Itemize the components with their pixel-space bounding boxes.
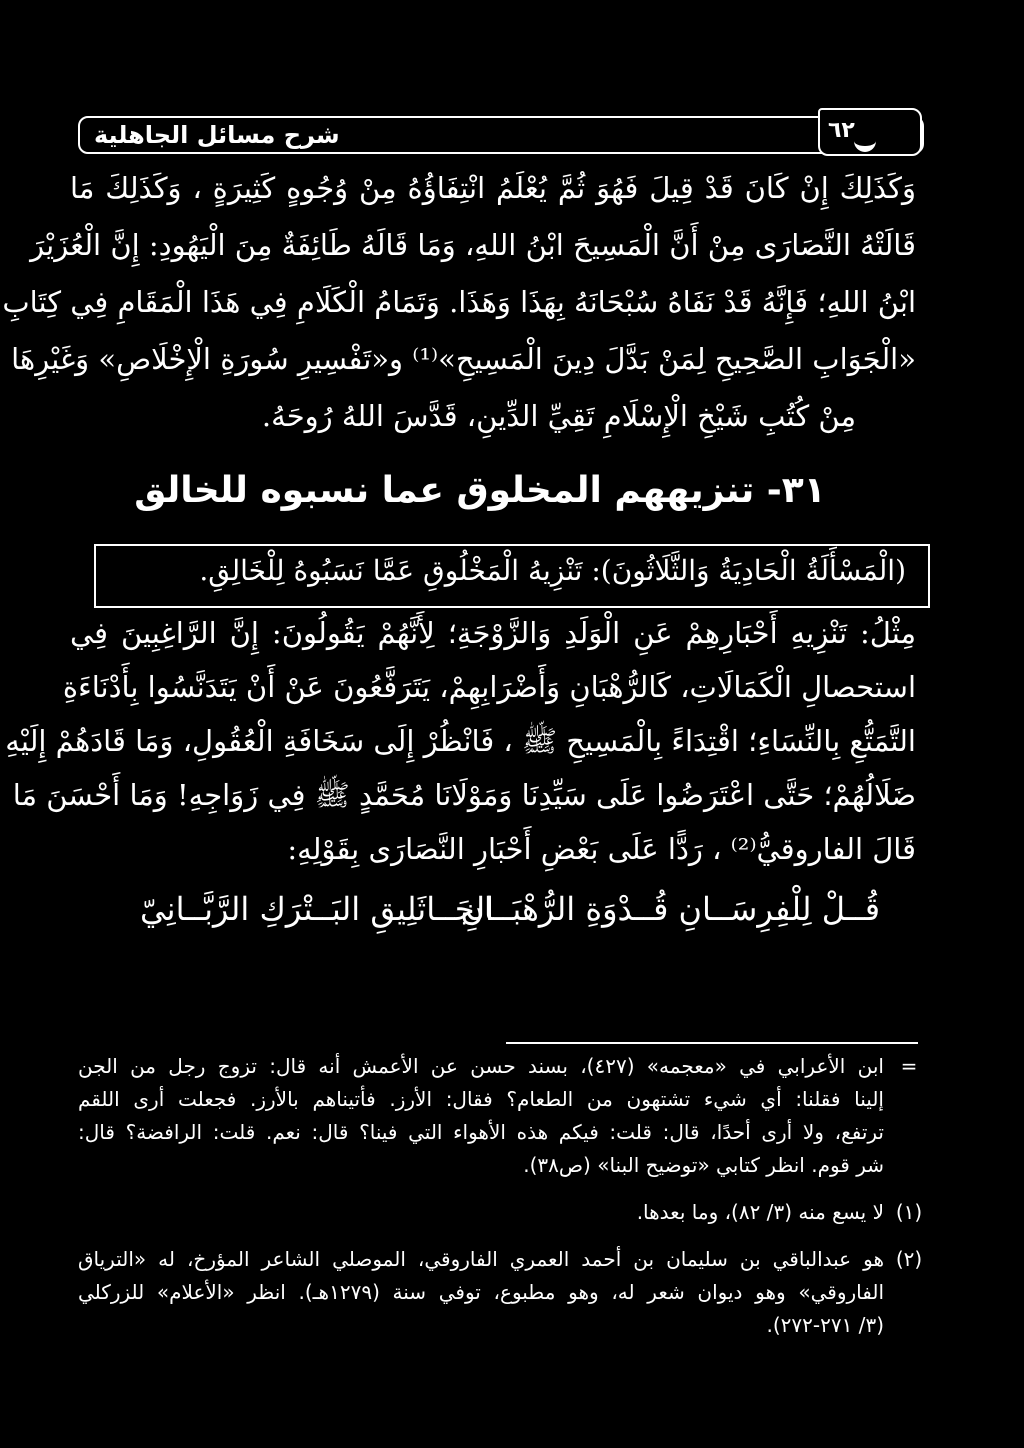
footnotes: [78, 1050, 924, 1342]
text-line: مِثْلُ: تَنْزِيهِ أَحْبَارِهِمْ عَنِ الْوَلَدِ وَالزَّوْجَةِ؛ لِأَنَّهُمْ يَقُولُونَ: إِنَّ الرَّاغِبِينَ فِي: [70, 616, 916, 650]
footnote-line: [78, 1196, 924, 1229]
text-line: قَالَتْهُ النَّصَارَى مِنْ أَنَّ الْمَسِيحَ ابْنُ اللهِ، وَمَا قَالَهُ طَائِفَةٌ مِنَ الْيَهُودِ: إِنَّ الْعُزَيْرَ: [30, 228, 916, 262]
footnote-text: (٣/ ٢٧١-٢٧٢).: [766, 1313, 884, 1337]
footnote-line: [78, 1309, 924, 1342]
text-line: ضَلَالُهُمْ؛ حَتَّى اعْتَرَضُوا عَلَى سَيِّدِنَا وَمَوْلَانَا مُحَمَّدٍ ﷺ فِي زَوَاجِهِ! وَمَا أَحْسَنَ مَا: [12, 778, 916, 812]
running-header: [78, 116, 924, 154]
page-number-box: [818, 108, 922, 156]
footnote-text: هو عبدالباقي بن سليمان بن أحمد العمري الفاروقي، الموصلي الشاعر المؤرخ، له «الترياق: [78, 1247, 884, 1271]
page-number: ٦٢: [828, 118, 855, 143]
text-line: قَالَ الفاروقيُّ⁽²⁾ ، رَدًّا عَلَى بَعْضِ أَحْبَارِ النَّصَارَى بِقَوْلِهِ:: [287, 832, 916, 866]
issue-box: [94, 544, 930, 608]
page-curl-ornament: [854, 130, 876, 152]
example-paragraph: [5, 606, 916, 876]
footnote-line: [78, 1243, 924, 1276]
footnote-line: [78, 1116, 924, 1149]
text-line: وَكَذَلِكَ إِنْ كَانَ قَدْ قِيلَ فَهُوَ ثُمَّ يُعْلَمُ انْتِفَاؤُهُ مِنْ وُجُوهٍ كَثِيرَةٍ ، وَكَذَلِكَ مَا: [70, 171, 916, 205]
verse-second-hemistich: الجَــاثَلِيقِ البَــتْرَكِ الرَّبَّــانِيّ: [140, 890, 494, 928]
footnote-marker: =: [900, 1054, 918, 1078]
text-line: التَّمَتُّعِ بِالنِّسَاءِ؛ اقْتِدَاءً بِالْمَسِيحِ ﷺ ، فَانْظُرْ إِلَى سَخَافَةِ الْعُقُولِ، وَمَا قَادَهُمْ إِلَيْهِ: [5, 724, 916, 758]
footnote-line: [78, 1276, 924, 1309]
section-heading: ٣١- تنزيههم المخلوق عما نسبوه للخالق: [134, 470, 826, 511]
poetry-verse: [140, 890, 880, 940]
footnote-text: ابن الأعرابي في «معجمه» (٤٢٧)، بسند حسن عن الأعمش أنه قال: تزوج رجل من الجن: [78, 1054, 884, 1078]
text-line: ابْنُ اللهِ؛ فَإِنَّهُ قَدْ نَفَاهُ سُبْحَانَهُ بِهَذَا وَهَذَا. وَتَمَامُ الْكَلَامِ فِي هَذَا الْمَقَامِ فِي كِتَابِ: [2, 285, 916, 319]
footnote-line: [78, 1083, 924, 1116]
footnote-marker: (٢): [895, 1247, 923, 1271]
header-title: شرح مسائل الجاهلية: [94, 121, 340, 149]
footnote-text: الفاروقي» وهو ديوان شعر له، وهو مطبوع، توفي سنة (١٢٧٩هـ). انظر «الأعلام» للزركلي: [78, 1280, 884, 1304]
footnote-text: لا يسع منه (٣/ ٨٢)، وما بعدها.: [636, 1200, 884, 1224]
footnote-line: [78, 1050, 924, 1083]
text-line: مِنْ كُتُبِ شَيْخِ الْإِسْلَامِ تَقِيِّ الدِّينِ، قَدَّسَ اللهُ رُوحَهُ.: [261, 399, 856, 433]
text-line: «الْجَوَابِ الصَّحِيحِ لِمَنْ بَدَّلَ دِينَ الْمَسِيحِ»⁽¹⁾ و«تَفْسِيرِ سُورَةِ الْإِخْلَاصِ» وَغَيْرِهَا: [11, 342, 916, 376]
intro-paragraph: [2, 160, 916, 445]
verse-first-hemistich: قُــلْ لِلْفِرِسَــانِ قُــدْوَةِ الرُّهْبَــانِ: [460, 890, 880, 928]
footnote-text: إلينا فقلنا: أي شيء تشتهون من الطعام؟ فقال: الأرز. فأتيناهم بالأرز. فجعلت أرى اللقم: [78, 1087, 884, 1111]
footnote-marker: (١): [895, 1200, 923, 1224]
issue-text: (الْمَسْأَلَةُ الْحَادِيَةُ وَالثَّلَاثُونَ): تَنْزِيهُ الْمَخْلُوقِ عَمَّا نَسَبُوهُ لِلْخَالِقِ.: [199, 554, 906, 587]
footnote-text: شر قوم. انظر كتابي «توضيح البنا» (ص٣٨).: [523, 1153, 884, 1177]
footnote-text: ترتفع، ولا أرى أحدًا، قال: قلت: فيكم هذه الأهواء التي فينا؟ قال: نعم. قلت: الرافضة؟ قال:: [78, 1120, 884, 1144]
footnote-separator: [506, 1042, 918, 1044]
footnote-line: [78, 1149, 924, 1182]
text-line: استحصالِ الْكَمَالَاتِ، كَالرُّهْبَانِ وَأَضْرَابِهِمْ، يَتَرَفَّعُونَ عَنْ أَنْ يَتَدَنَّسُوا بِأَدْنَاءَةِ: [62, 670, 916, 704]
